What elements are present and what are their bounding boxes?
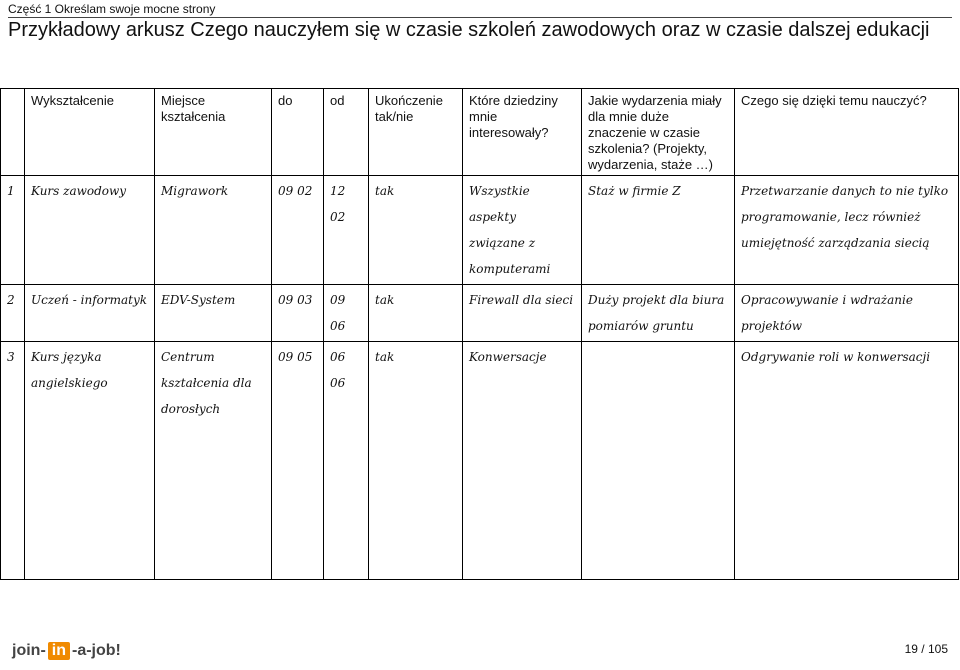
cell-od: 06 06 <box>324 342 369 580</box>
header-education: Wykształcenie <box>25 89 155 176</box>
page-title: Przykładowy arkusz Czego nauczyłem się w czasie szkoleń zawodowych oraz w czasie dalszej edukacji <box>8 19 930 41</box>
table-row <box>1 176 959 285</box>
cell-education: Kurs zawodowy <box>25 176 155 285</box>
cell-od: 12 02 <box>324 176 369 285</box>
cell-place: Centrum kształcenia dla dorosłych <box>155 342 272 580</box>
header-completion: Ukończenie tak/nie <box>369 89 463 176</box>
page-number: 19 / 105 <box>904 642 948 656</box>
table-row <box>1 342 959 580</box>
logo-in-mark: in <box>48 642 70 660</box>
row-number: 3 <box>1 342 25 580</box>
header-num <box>1 89 25 176</box>
logo-suffix: -a-job! <box>71 642 121 659</box>
education-table <box>0 88 959 580</box>
header-place: Miejsce kształcenia <box>155 89 272 176</box>
logo-prefix: join- <box>12 642 46 659</box>
cell-fields: Wszystkie aspekty związane z komputerami <box>463 176 582 285</box>
cell-completion: tak <box>369 285 463 342</box>
join-in-a-job-logo <box>12 642 121 660</box>
header-events: Jakie wydarzenia miały dla mnie duże znaczenie w czasie szkolenia? (Projekty, wydarzenia, staże …) <box>582 89 735 176</box>
cell-education: Uczeń - informatyk <box>25 285 155 342</box>
cell-learned: Przetwarzanie danych to nie tylko programowanie, lecz również umiejętność zarządzania siecią <box>735 176 959 285</box>
section-header: Część 1 Określam swoje mocne strony <box>8 2 216 16</box>
cell-fields: Firewall dla sieci <box>463 285 582 342</box>
cell-do: 09 02 <box>272 176 324 285</box>
cell-place: EDV-System <box>155 285 272 342</box>
table-header-row <box>1 89 959 176</box>
cell-od: 09 06 <box>324 285 369 342</box>
cell-education: Kurs języka angielskiego <box>25 342 155 580</box>
row-number: 2 <box>1 285 25 342</box>
cell-events <box>582 342 735 580</box>
cell-place: Migrawork <box>155 176 272 285</box>
cell-learned: Opracowywanie i wdrażanie projektów <box>735 285 959 342</box>
table-row <box>1 285 959 342</box>
header-od: od <box>324 89 369 176</box>
cell-events: Staż w firmie Z <box>582 176 735 285</box>
cell-events: Duży projekt dla biura pomiarów gruntu <box>582 285 735 342</box>
cell-completion: tak <box>369 176 463 285</box>
header-do: do <box>272 89 324 176</box>
header-learned: Czego się dzięki temu nauczyć? <box>735 89 959 176</box>
cell-do: 09 05 <box>272 342 324 580</box>
cell-do: 09 03 <box>272 285 324 342</box>
header-fields: Które dziedziny mnie interesowały? <box>463 89 582 176</box>
cell-learned: Odgrywanie roli w konwersacji <box>735 342 959 580</box>
cell-fields: Konwersacje <box>463 342 582 580</box>
row-number: 1 <box>1 176 25 285</box>
cell-completion: tak <box>369 342 463 580</box>
